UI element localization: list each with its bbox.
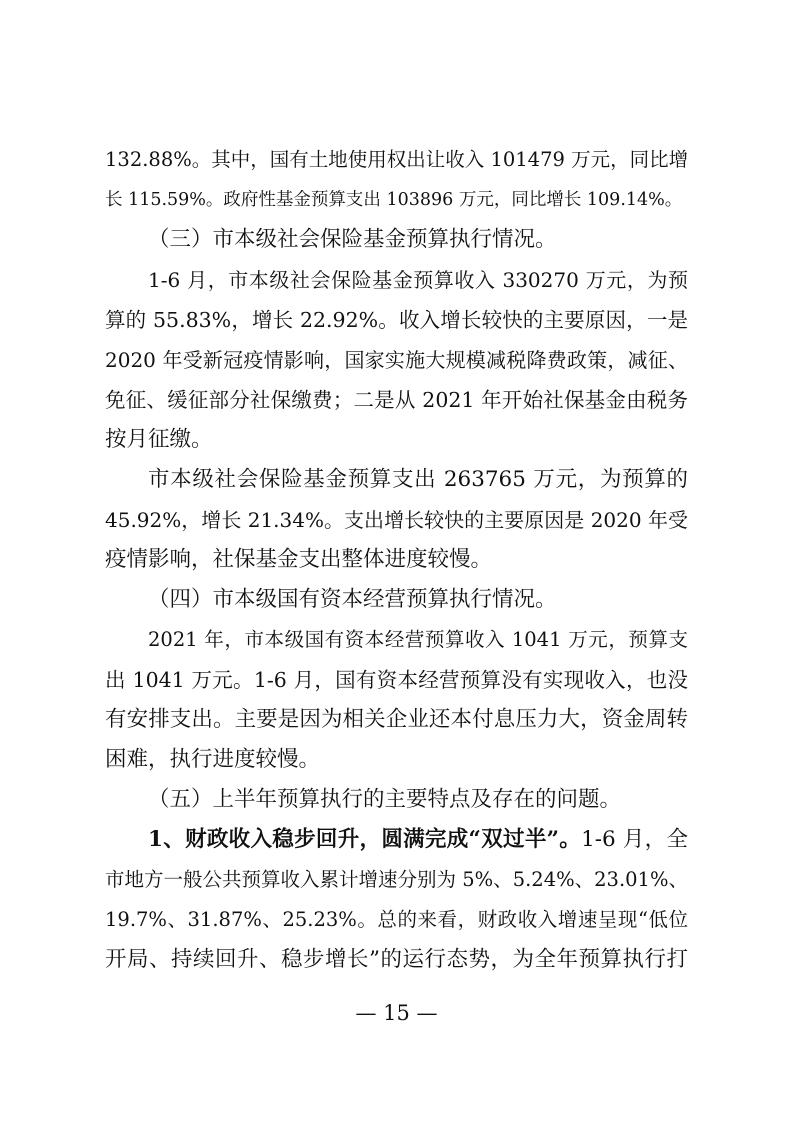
text-line: 132.88%。其中，国有土地使用权出让收入 101479 万元，同比增: [105, 148, 689, 171]
section-heading: （五）上半年预算执行的主要特点及存在的问题。: [148, 787, 622, 812]
text-line: 市本级社会保险基金预算支出 263765 万元，为预算的: [148, 467, 688, 492]
text-line: 1-6 月，市本级社会保险基金预算收入 330270 万元，为预: [148, 268, 688, 292]
text-line: 出 1041 万元。1-6 月，国有资本经营预算没有实现收入，也没: [105, 668, 688, 692]
section-heading: （四）市本级国有资本经营预算执行情况。: [148, 587, 557, 612]
text-line: 2021 年，市本级国有资本经营预算收入 1041 万元，预算支: [148, 628, 688, 651]
text-line: [105, 820, 688, 860]
page-number: — 15 —: [355, 1001, 438, 1025]
text-line: 按月征缴。: [105, 427, 213, 452]
text-line: 2020 年受新冠疫情影响，国家实施大规模减税降费政策，减征、: [105, 348, 688, 372]
text-line: 19.7%、31.87%、25.23%。总的来看，财政收入增速呈现“低位: [105, 908, 688, 931]
text-line: 有安排支出。主要是因为相关企业还本付息压力大，资金周转: [105, 707, 688, 732]
text-line: 开局、持续回升、稳步增长”的运行态势，为全年预算执行打: [105, 947, 688, 972]
text-line: 困难，执行进度较慢。: [105, 747, 321, 772]
text-line: 长 115.59%。政府性基金预算支出 103896 万元，同比增长 109.14%。: [105, 190, 683, 210]
text-span: 1-6 月，全: [581, 827, 688, 852]
bold-subheading: 1、财政收入稳步回升，圆满完成“双过半”。: [148, 827, 582, 852]
text-line: 45.92%，增长 21.34%。支出增长较快的主要原因是 2020 年受: [105, 508, 688, 532]
document-body: [105, 140, 688, 980]
text-line: 算的 55.83%，增长 22.92%。收入增长较快的主要原因，一是: [105, 308, 688, 332]
text-line: 疫情影响，社保基金支出整体进度较慢。: [105, 547, 493, 572]
text-line: 市地方一般公共预算收入累计增速分别为 5%、5.24%、23.01%、: [105, 868, 688, 891]
section-heading: （三）市本级社会保险基金预算执行情况。: [148, 227, 557, 252]
text-line: 免征、缓征部分社保缴费；二是从 2021 年开始社保基金由税务: [105, 388, 688, 412]
